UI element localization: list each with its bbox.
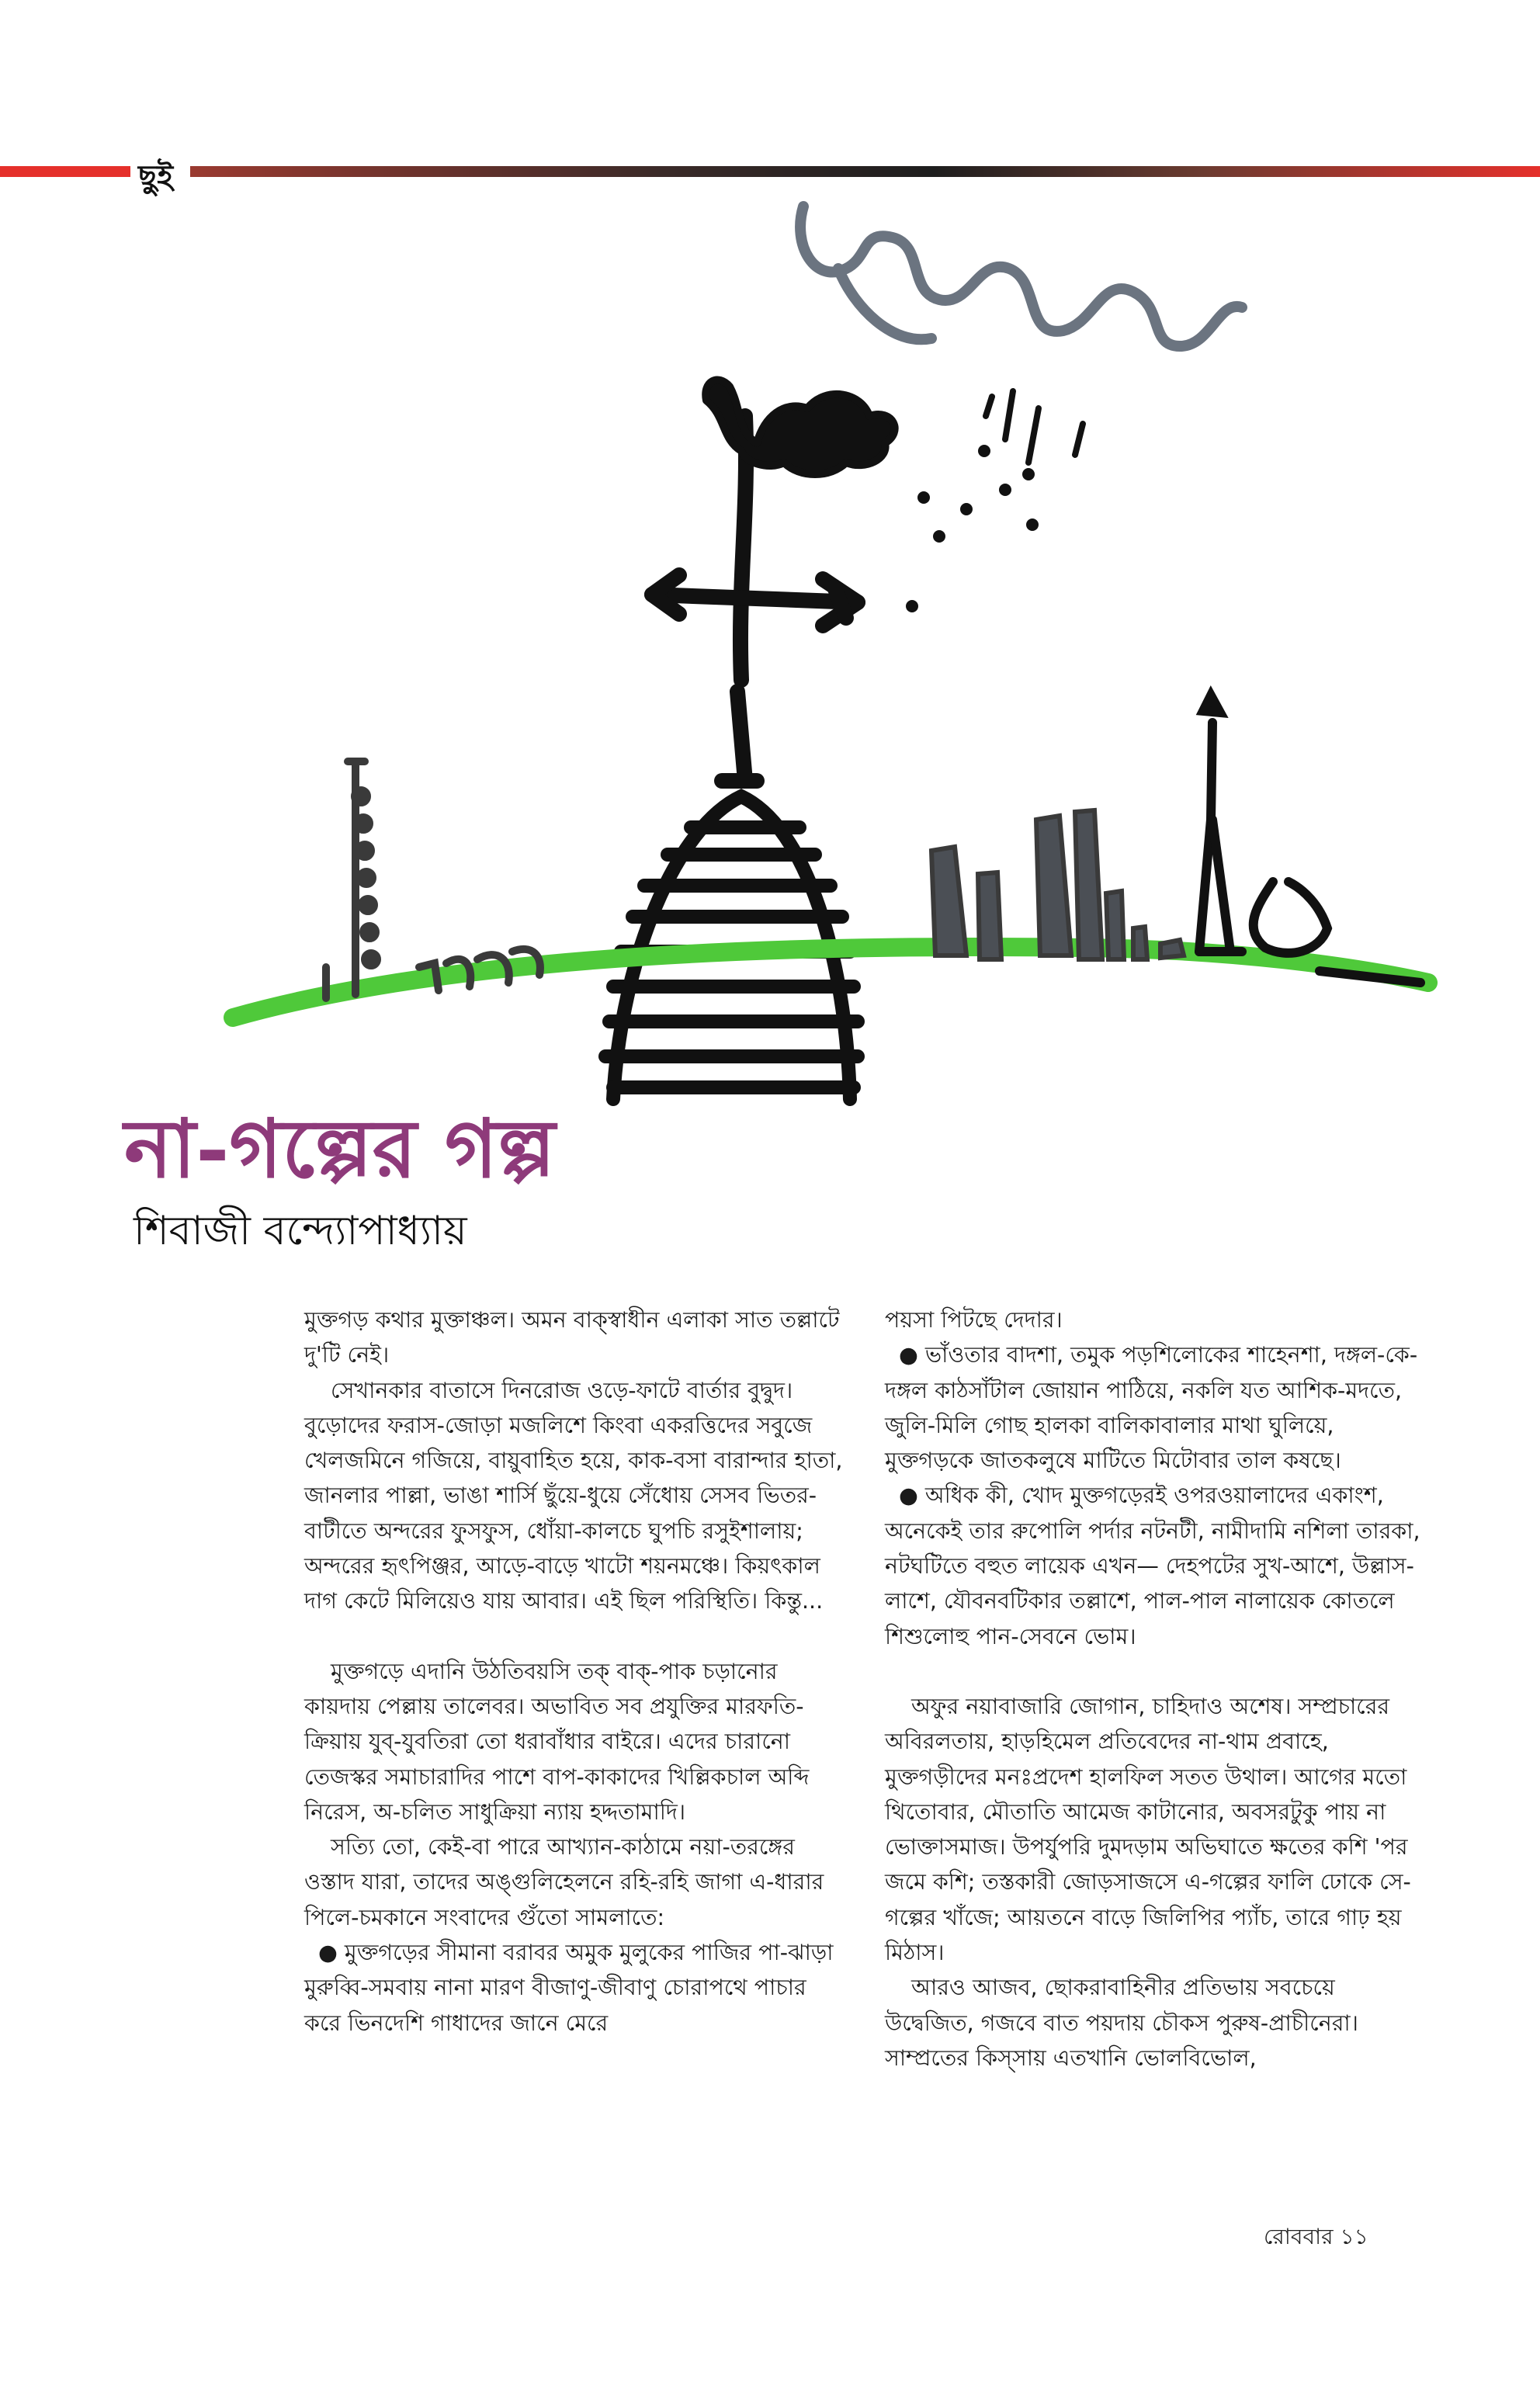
rain-icon: [909, 391, 1083, 609]
skyline-right-icon: [931, 810, 1184, 959]
section-label: ছুই: [138, 159, 174, 195]
paragraph: মুক্তগড়ে এদানি উঠতিবয়সি তক্ বাক্-পাক চড়ানোর কায়দায় পেল্লায় তালেবর। অভাবিত সব প্রযুক্তির মারফতি-ক্রিয়ায় যুব্-যুবতিরা তো ধরাবাঁধার বাইরে। এদের চারানো তেজস্কর সমাচারাদির পাশে বাপ-কাকাদের খিল্লিকচাল অব্দি নিরেস, অ-চলিত সাধুক্রিয়া ন্যায় হদ্দতামাদি।: [304, 1658, 810, 1825]
bullet-paragraph: ● মুক্তগড়ের সীমানা বরাবর অমুক মুলুকের পাজির পা-ঝাড়া মুরুব্বি-সমবায় নানা মারণ বীজাণু-জীবাণু চোরাপথে পাচার করে ভিনদেশি গাধাদের জানে মেরে: [304, 1940, 834, 2036]
article-author: শিবাজী বন্দ্যোপাধ্যায়: [134, 1208, 467, 1254]
section-bar-left: [0, 166, 130, 177]
paragraph: পয়সা পিটছে দেদার।: [885, 1307, 1063, 1333]
article-title: না-গল্পের গল্প: [124, 1101, 556, 1196]
skyline-left-icon: [326, 761, 540, 998]
section-bar-right: [190, 166, 1540, 177]
paragraph: সত্যি তো, কেই-বা পারে আখ্যান-কাঠামে নয়া-তরঙ্গের ওস্তাদ যারা, তাদের অঙ্গুলিহেলনে রহি-রহি জাগা এ-ধারার পিলে-চমকানে সংবাদের গুঁতো সামলাতে:: [304, 1834, 824, 1930]
spire-icon: [1199, 695, 1420, 983]
paragraph: আরও আজব, ছোকরাবাহিনীর প্রতিভায় সবচেয়ে উদ্বেজিত, গজবে বাত পয়দায় চৌকস পুরুষ-প্রাচীনেরা। সাম্প্রতের কিস্সায় এতখানি ভোলবিভোল,: [885, 1975, 1358, 2071]
article-column-left: [304, 1302, 848, 2041]
bullet-paragraph: ● অধিক কী, খোদ মুক্তগড়েরই ওপরওয়ালাদের একাংশ, অনেকেই তার রুপোলি পর্দার নটনটী, নামীদামি নশিলা তারকা, নটঘটিতে বহুত লায়েক এখন— দেহপটের সুখ-আশে, উল্লাস-লাশে, যৌবনবটিকার তল্লাশে, পাল-পাল নালায়েক কোতলে শিশুলোহু পান-সেবনে ভোম।: [885, 1483, 1420, 1649]
cloud-icon: [800, 206, 1242, 346]
section-header-bar: [0, 159, 1540, 195]
paragraph-gap: [304, 1619, 848, 1654]
bullet-paragraph: ● ভাঁওতার বাদশা, তমুক পড়শিলোকের শাহেনশা, দঙ্গল-কে-দঙ্গল কাঠসাঁটাল জোয়ান পাঠিয়ে, নকলি যত আশিক-মদতে, জুলি-মিলি গোছ হালকা বালিকাবালার মাথা ঘুলিয়ে, মুক্তগড়কে জাতকলুষে মাটিতে মিটোবার তাল কষছে।: [885, 1342, 1418, 1474]
paragraph: মুক্তগড় কথার মুক্তাঞ্চল। অমন বাক্স্বাধীন এলাকা সাত তল্লাটে দু'টি নেই।: [304, 1307, 840, 1368]
article-illustration: [0, 183, 1540, 1115]
page-folio: রোববার ১১: [1264, 2224, 1368, 2249]
bird-icon: [706, 380, 894, 474]
paragraph: অফুর নয়াবাজারি জোগান, চাহিদাও অশেষ। সম্প্রচারের অবিরলতায়, হাড়হিমেল প্রতিবেদের না-থাম প্রবাহে, মুক্তগড়ীদের মনঃপ্রদেশ হালফিল সতত উথাল। আগের মতো থিতোবার, মৌতাতি আমেজ কাটানোর, অবসরটুকু পায় না ভোক্তাসমাজ। উপর্যুপরি দুমদড়াম অভিঘাতে ক্ষতের কশি 'পর জমে কশি; তস্তকারী জোড়সাজসে এ-গল্পের ফালি ঢোকে সে-গল্পের খাঁজে; আয়তনে বাড়ে জিলিপির প্যাঁচ, তারে গাঢ় হয় মিঠাস।: [885, 1693, 1411, 1966]
paragraph: সেখানকার বাতাসে দিনরোজ ওড়ে-ফাটে বার্তার বুদ্বুদ। বুড়োদের ফরাস-জোড়া মজলিশে কিংবা একরত্তিদের সবুজে খেলজমিনে গজিয়ে, বায়ুবাহিত হয়ে, কাক-বসা বারান্দার হাতা, জানলার পাল্লা, ভাঙা শার্সি ছুঁয়ে-ধুয়ে সেঁধোয় সেসব ভিতর-বাটীতে অন্দরের ফুসফুস, ধোঁয়া-কালচে ঘুপচি রসুইশালায়; অন্দরের হৃৎপিঞ্জর, আড়ে-বাড়ে খাটো শয়নমঞ্চে। কিয়ৎকাল দাগ কেটে মিলিয়েও যায় আবার। এই ছিল পরিস্থিতি। কিন্তু...: [304, 1377, 843, 1614]
article-column-right: [885, 1302, 1428, 2076]
paragraph-gap: [885, 1654, 1428, 1689]
